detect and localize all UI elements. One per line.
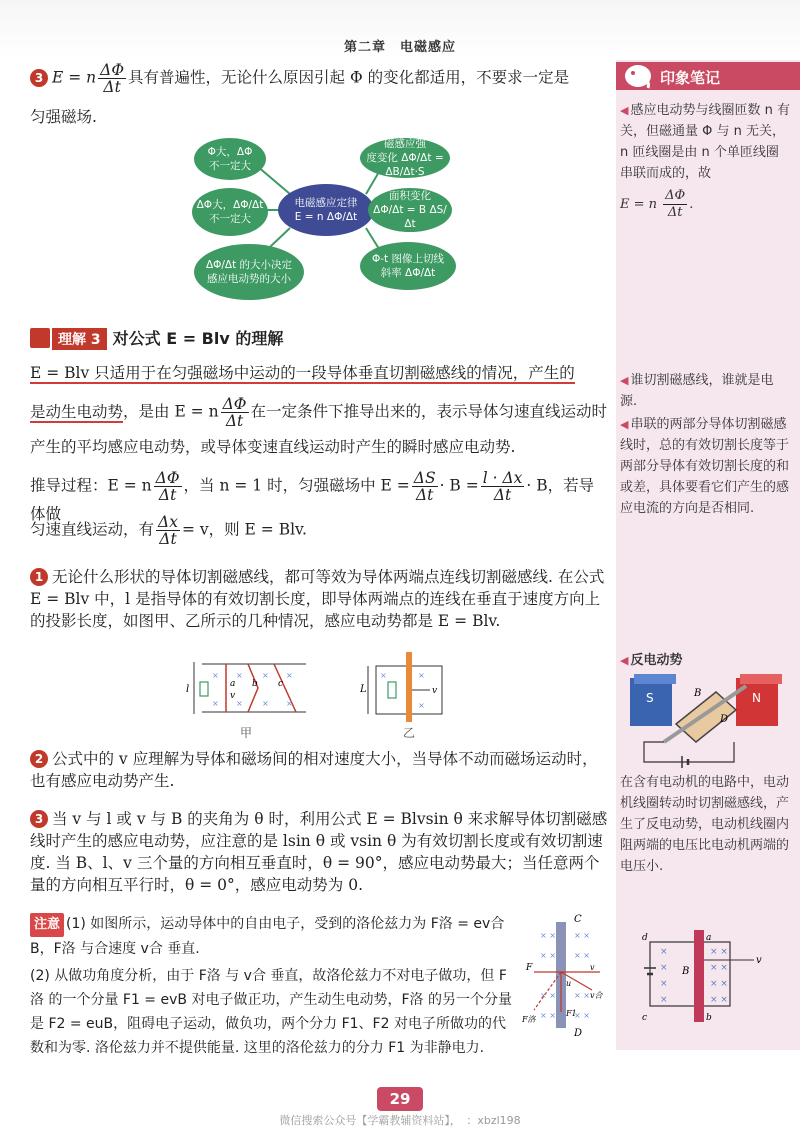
label-l: l [186, 684, 190, 695]
point-number-badge: 3 [30, 69, 48, 87]
point-1-paragraph [30, 566, 608, 632]
text: · B，若导体做 [30, 476, 595, 523]
point-1-text: 无论什么形状的导体切割磁感线，都可等效为导体两端点连线切割磁感线. 在公式 E = Blv 中，l 是指导体的有效切割长度，即导体两端点的连线在垂直于速度方向上的投影长度，如图甲、乙所示的几种情况，感应电动势都是 E = Blv. [30, 568, 605, 630]
label-c: c [642, 1013, 648, 1023]
svg-text:×: × [286, 699, 293, 708]
svg-text:×: × [286, 671, 293, 680]
label-D: D [574, 1028, 583, 1039]
sidebar-note-back-emf-title [620, 650, 790, 671]
svg-text:×: × [418, 701, 425, 710]
label-F-lorentz: F洛 [522, 1015, 536, 1024]
svg-text:× ×: × × [540, 991, 556, 1000]
node-line: 不一定大 [208, 213, 251, 225]
svg-text:×: × [660, 995, 668, 1005]
triangle-icon: ◀ [620, 418, 629, 431]
label-L: L [360, 684, 367, 695]
svg-text:×: × [236, 671, 243, 680]
sidebar-note1-text: 感应电动势与线圈匝数 n 有关，但磁通量 Φ 与 n 无关，n 匝线圈是由 n 个单匝线圈串联而成的，故 [620, 103, 790, 181]
label-B: B [682, 966, 690, 977]
concept-map [190, 134, 470, 304]
underlined-text: E = Blv 只适用于在匀强磁场中运动的一段导体垂直切割磁感线的情况，产生的 [30, 364, 575, 382]
point-number-badge: 1 [30, 568, 48, 586]
svg-text:×: × [660, 963, 668, 973]
frac-num: ΔΦ [155, 469, 180, 487]
svg-text:×: × [262, 671, 269, 680]
svg-text:× ×: × × [574, 1011, 590, 1020]
node-line: ΔΦ大，ΔΦ/Δt [196, 199, 264, 211]
node-line: 感应电动势的大小 [207, 273, 291, 285]
circuit-diagram [630, 930, 780, 1026]
intro-paragraph-cont: 匀强磁场. [30, 108, 97, 126]
text: 匀速直线运动，有 [30, 520, 155, 539]
point-number-badge: 2 [30, 750, 48, 768]
triangle-icon: ◀ [620, 374, 629, 387]
intro-lhs: E = n [52, 68, 97, 87]
page-number: 29 [377, 1087, 423, 1111]
text: 在一定条件下推导出来的，表示导体匀速直线运动时 [250, 402, 608, 421]
svg-text:× ×: × × [574, 931, 590, 940]
point-3-paragraph [30, 808, 608, 896]
point-2-paragraph [30, 748, 608, 792]
footer-watermark: 微信搜索公众号【学霸教辅资料站】， ：xbzl198 [279, 1114, 521, 1127]
svg-text:× ×: × × [710, 947, 728, 957]
figure-yi [362, 648, 452, 724]
label-v: v [590, 963, 595, 972]
svg-text:×: × [660, 979, 668, 989]
chapter-title: 第二章 电磁感应 [343, 40, 456, 55]
concept-node-right-3 [360, 242, 456, 290]
figure-jia-caption: 甲 [240, 726, 253, 740]
section-paragraph-1b [30, 396, 608, 429]
frac-den: Δt [415, 486, 434, 504]
frac-den: Δt [103, 78, 121, 96]
elephant-icon [622, 60, 656, 90]
svg-text:×: × [212, 671, 219, 680]
underlined-text: 是动生电动势 [30, 402, 124, 421]
concept-node-center [278, 184, 374, 236]
frac-den: Δt [667, 205, 683, 220]
triangle-icon: ◀ [620, 104, 629, 117]
sidebar-note4-title: 反电动势 [630, 653, 683, 668]
note-paragraph-2: (2) 从做功角度分析，由于 F洛 与 v合 垂直，故洛伦兹力不对电子做功，但 F洛 的一个分量 F1 = evB 对电子做正功，产生动生电动势，F洛 的另一个分量是 F2 = euB，阻碍电子运动，做负功，两个分力 F1、F2 对电子所做功的代数和为零. 洛伦兹力并不提供能量. 这里的洛伦兹力的分力 F1 为非静电力. [30, 968, 512, 1056]
section-paragraph-1c: 产生的平均感应电动势，或导体变速直线运动时产生的瞬时感应电动势. [30, 438, 516, 456]
sidebar-note3-text: 串联的两部分导体切割磁感线时，总的有效切割长度等于两部分导体有效切割长度的和或差，具体要看它们产生的感应电流的方向是否相同. [620, 417, 790, 516]
label-D: D [720, 714, 729, 725]
figure-jia [186, 656, 326, 720]
sidebar-note1-fraction [663, 188, 687, 221]
label-a: a [230, 679, 236, 689]
section-heading [30, 326, 283, 350]
concept-node-right-2 [368, 188, 452, 232]
point-3-text: 当 v 与 l 或 v 与 B 的夹角为 θ 时，利用公式 E = Blvsin θ 来求解导体切割磁感线时产生的感应电动势，应注意的是 lsin θ 或 vsin θ 为有效切割长度或有效切割速度. 当 B、l、v 三个量的方向相互垂直时，θ = 90°，感应电动势最大；当任意两个量的方向相互平行时，θ = 0°，感应电动势为 0. [30, 810, 608, 894]
svg-text:×: × [418, 671, 425, 680]
note-tag: 注意 [30, 913, 64, 937]
node-line: 面积变化 [389, 190, 431, 202]
frac-den: Δt [158, 486, 177, 504]
svg-text:×: × [262, 699, 269, 708]
node-line: 度变化 ΔΦ/Δt = ΔB/Δt·S [366, 152, 444, 178]
frac-den: Δt [159, 530, 177, 548]
svg-text:× ×: × × [574, 951, 590, 960]
center-title: 电磁感应定律 [294, 197, 358, 209]
label-v-combined: v合 [590, 991, 603, 1000]
svg-text:× ×: × × [574, 991, 590, 1000]
section-title: 对公式 E = Blv 的理解 [112, 329, 284, 348]
text: ，当 n = 1 时，匀强磁场中 E = [183, 476, 410, 495]
svg-text:× ×: × × [710, 995, 728, 1005]
label-d: d [642, 933, 648, 943]
derivation-line-2 [30, 514, 608, 547]
frac-den: Δt [225, 412, 244, 430]
svg-text:× ×: × × [710, 979, 728, 989]
concept-node-left-3 [194, 244, 304, 300]
frac-num: ΔΦ [665, 188, 686, 203]
fraction [412, 470, 438, 503]
svg-text:×: × [380, 671, 387, 680]
intro-fraction [98, 62, 126, 95]
figure-yi-caption: 乙 [403, 726, 416, 740]
label-a: a [706, 933, 712, 943]
frac-num: ΔS [413, 469, 436, 487]
svg-text:× ×: × × [540, 931, 556, 940]
sidebar-note-back-emf: 在含有电动机的电路中，电动机线圈转动时切割磁感线，产生了反电动势，电动机线圈内阻两端的电压比电动机两端的电压小. [620, 775, 790, 874]
section-paragraph-1 [30, 362, 608, 384]
text: = v，则 E = Blv. [181, 520, 307, 539]
concept-node-left-2 [192, 188, 268, 236]
sidebar-note-source [620, 370, 790, 412]
label-B: B [694, 688, 702, 699]
label-N: N [752, 691, 761, 705]
note-p1-text: (1) 如图所示，运动导体中的自由电子，受到的洛伦兹力为 F洛 = ev合 B，F洛 与合速度 v合 垂直. [30, 916, 505, 957]
label-v: v [432, 686, 438, 696]
frac-num: ΔΦ [100, 61, 125, 79]
label-C: C [574, 914, 582, 925]
label-F: F [526, 963, 533, 973]
frac-den: Δt [493, 486, 512, 504]
label-b: b [252, 679, 258, 689]
node-line: 磁感应强 [384, 138, 426, 150]
label-v: v [230, 691, 236, 701]
sidebar-note-series [620, 414, 790, 519]
label-u: u [566, 979, 572, 988]
point-number-badge: 3 [30, 810, 48, 828]
intro-paragraph [30, 62, 608, 95]
sidebar-note1-lhs: E = n [620, 197, 658, 212]
label-S: S [646, 691, 654, 705]
concept-node-right-1 [360, 138, 450, 178]
label-v: v [756, 955, 762, 966]
fraction [481, 470, 525, 503]
svg-text:× ×: × × [710, 963, 728, 973]
note-paragraph-1 [30, 912, 520, 961]
svg-text:× ×: × × [540, 1011, 556, 1020]
svg-text:×: × [236, 699, 243, 708]
node-line: Φ大，ΔΦ [207, 146, 253, 158]
triangle-icon: ◀ [620, 654, 629, 667]
frac-num: Δx [158, 513, 178, 531]
label-F1: F1 [566, 1009, 577, 1018]
fraction [154, 470, 182, 503]
label-c: c [278, 679, 284, 689]
node-line: 斜率 ΔΦ/Δt [380, 267, 436, 279]
frac-num: l · Δx [482, 469, 523, 487]
sidebar-title: 印象笔记 [660, 69, 721, 87]
lorentz-force-diagram [520, 912, 610, 1039]
node-line: Φ-t 图像上切线 [371, 253, 444, 265]
frac-num: ΔΦ [222, 395, 247, 413]
node-line: 不一定大 [209, 160, 251, 172]
text: 推导过程：E = n [30, 476, 152, 495]
book-icon [30, 328, 50, 348]
node-line: ΔΦ/Δt 的大小决定 [205, 259, 293, 271]
fraction [156, 514, 180, 547]
svg-text:×: × [212, 699, 219, 708]
sidebar-note-magnetic-flux: ◀ 感应电动势与线圈匝数 n 有关，但磁通量 Φ 与 n 无关，n 匝线圈是由 n 个单匝线圈串联而成的，故 E = n $\frac{\Delta\Phi}{\Delta t}$ . [620, 103, 790, 220]
text: ，是由 E = n [123, 402, 219, 421]
sidebar-note2-text: 谁切割磁感线，谁就是电源. [620, 373, 774, 409]
section-tag: 理解 3 [52, 328, 107, 350]
intro-text: 具有普遍性，无论什么原因引起 Φ 的变化都适用，不要求一定是 [128, 68, 570, 87]
center-formula: E = n ΔΦ/Δt [294, 211, 358, 223]
point-2-text: 公式中的 v 应理解为导体和磁场间的相对速度大小，当导体不动而磁场运动时，也有感应电动势产生. [30, 750, 598, 790]
motor-diagram [624, 672, 794, 768]
fraction [221, 396, 249, 429]
svg-text:× ×: × × [540, 951, 556, 960]
concept-node-left-1 [194, 138, 266, 180]
text: · B = [439, 476, 479, 495]
svg-text:×: × [660, 947, 668, 957]
label-b: b [706, 1013, 712, 1023]
node-line: ΔΦ/Δt = B ΔS/Δt [373, 204, 447, 230]
